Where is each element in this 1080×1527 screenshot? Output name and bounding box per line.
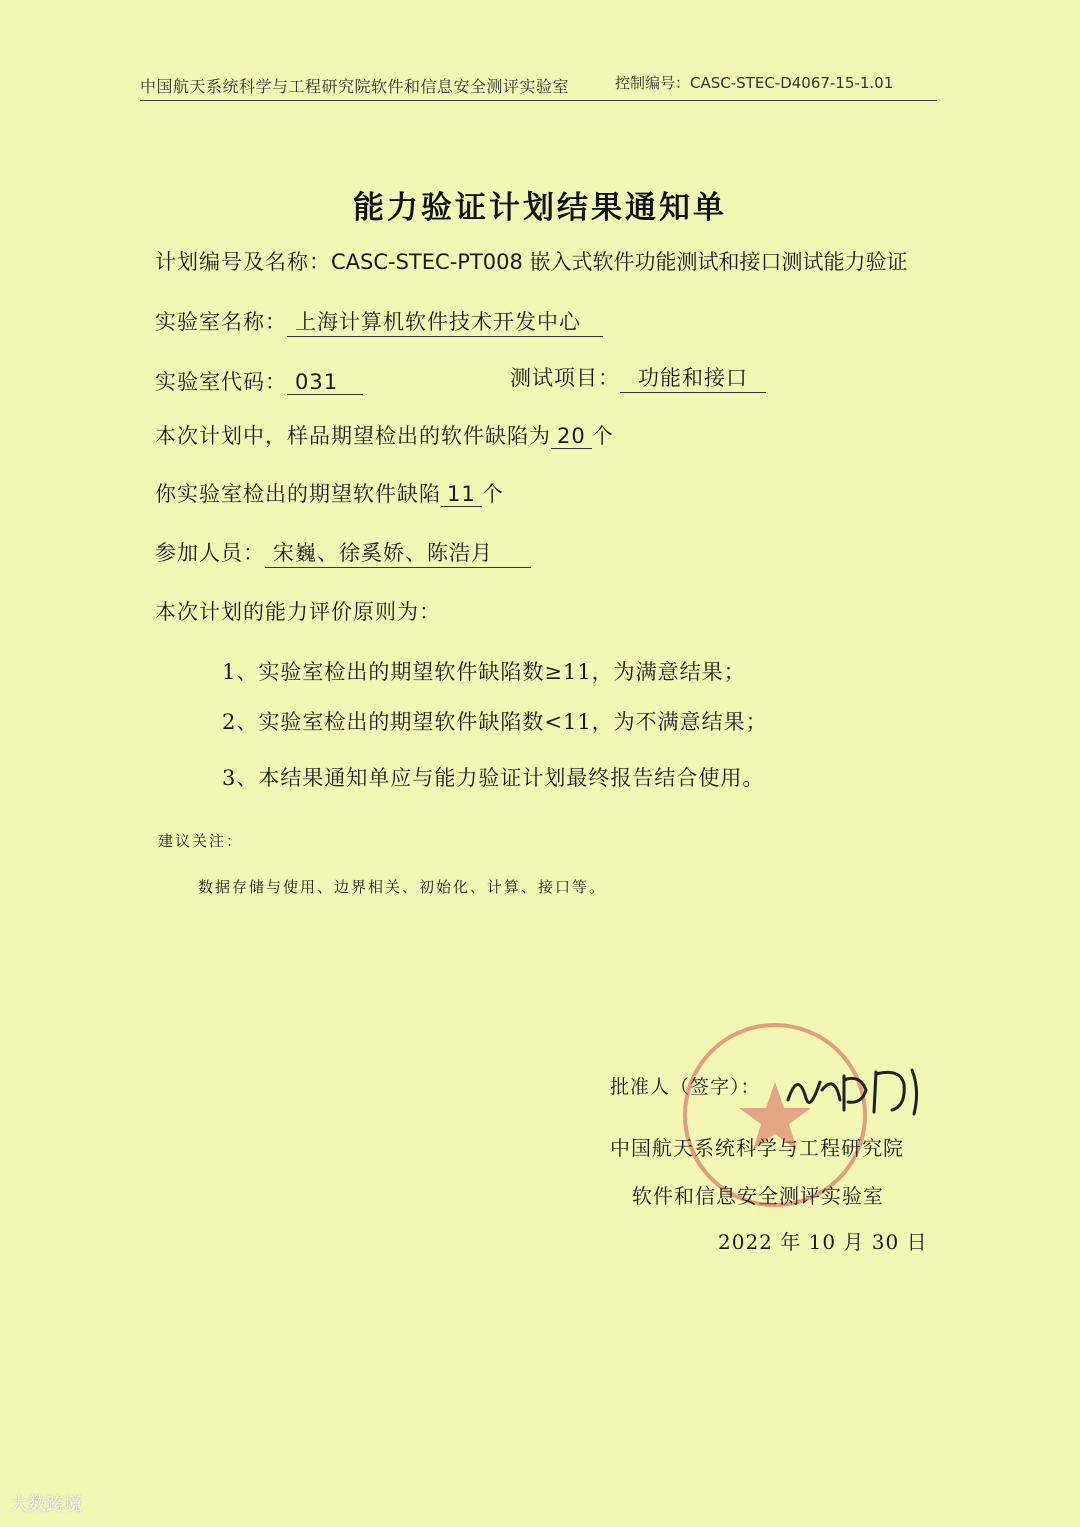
suggestion-text: 数据存储与使用、边界相关、初始化、计算、接口等。 xyxy=(198,878,607,896)
header-control-number xyxy=(615,72,893,93)
plan-value: CASC-STEC-PT008 嵌入式软件功能测试和接口测试能力验证 xyxy=(331,250,908,274)
plan-label: 计划编号及名称： xyxy=(155,250,331,274)
approver-label: 批准人（签字）： xyxy=(610,1076,761,1098)
footer-org-line2: 软件和信息安全测评实验室 xyxy=(632,1184,884,1208)
footer-org-line1: 中国航天系统科学与工程研究院 xyxy=(610,1136,904,1160)
lab-code-value: 031 xyxy=(287,370,363,395)
lab-name-value: 上海计算机软件技术开发中心 xyxy=(287,306,603,337)
participants-value: 宋巍、徐奚娇、陈浩月 xyxy=(265,537,531,568)
criterion-item: 3、本结果通知单应与能力验证计划最终报告结合使用。 xyxy=(222,766,765,790)
detected-suffix: 个 xyxy=(481,482,504,506)
lab-name-label: 实验室名称： xyxy=(155,310,287,334)
participants-row xyxy=(155,537,531,568)
detected-value: 11 xyxy=(441,482,482,507)
header-divider xyxy=(140,100,937,101)
criterion-item: 2、实验室检出的期望软件缺陷数<11，为不满意结果； xyxy=(222,710,768,734)
control-number-value: CASC-STEC-D4067-15-1.01 xyxy=(690,74,894,92)
lab-code-row xyxy=(155,366,363,396)
principle-heading: 本次计划的能力评价原则为： xyxy=(155,600,441,624)
header-org: 中国航天系统科学与工程研究院软件和信息安全测评实验室 xyxy=(140,77,570,96)
test-item-label: 测试项目： xyxy=(510,366,620,390)
document-title: 能力验证计划结果通知单 xyxy=(353,190,727,226)
suggestion-label: 建议关注： xyxy=(158,832,244,850)
plan-row xyxy=(155,246,908,276)
expected-suffix: 个 xyxy=(591,424,614,448)
lab-code-label: 实验室代码： xyxy=(155,370,287,394)
detected-prefix: 你实验室检出的期望软件缺陷 xyxy=(155,482,441,506)
handwritten-signature xyxy=(780,1060,930,1120)
expected-prefix: 本次计划中，样品期望检出的软件缺陷为 xyxy=(155,424,551,448)
expected-value: 20 xyxy=(551,424,592,449)
footer-date: 2022 年 10 月 30 日 xyxy=(718,1230,928,1254)
watermark: 大数跨境 xyxy=(10,1494,82,1515)
control-number-label: 控制编号： xyxy=(615,74,691,92)
test-item-value: 功能和接口 xyxy=(620,362,766,393)
participants-label: 参加人员： xyxy=(155,541,265,565)
expected-defects-row xyxy=(155,420,614,450)
test-item-row xyxy=(510,362,766,393)
criterion-item: 1、实验室检出的期望软件缺陷数≥11，为满意结果； xyxy=(222,660,746,684)
lab-name-row xyxy=(155,306,603,337)
detected-defects-row xyxy=(155,478,504,508)
